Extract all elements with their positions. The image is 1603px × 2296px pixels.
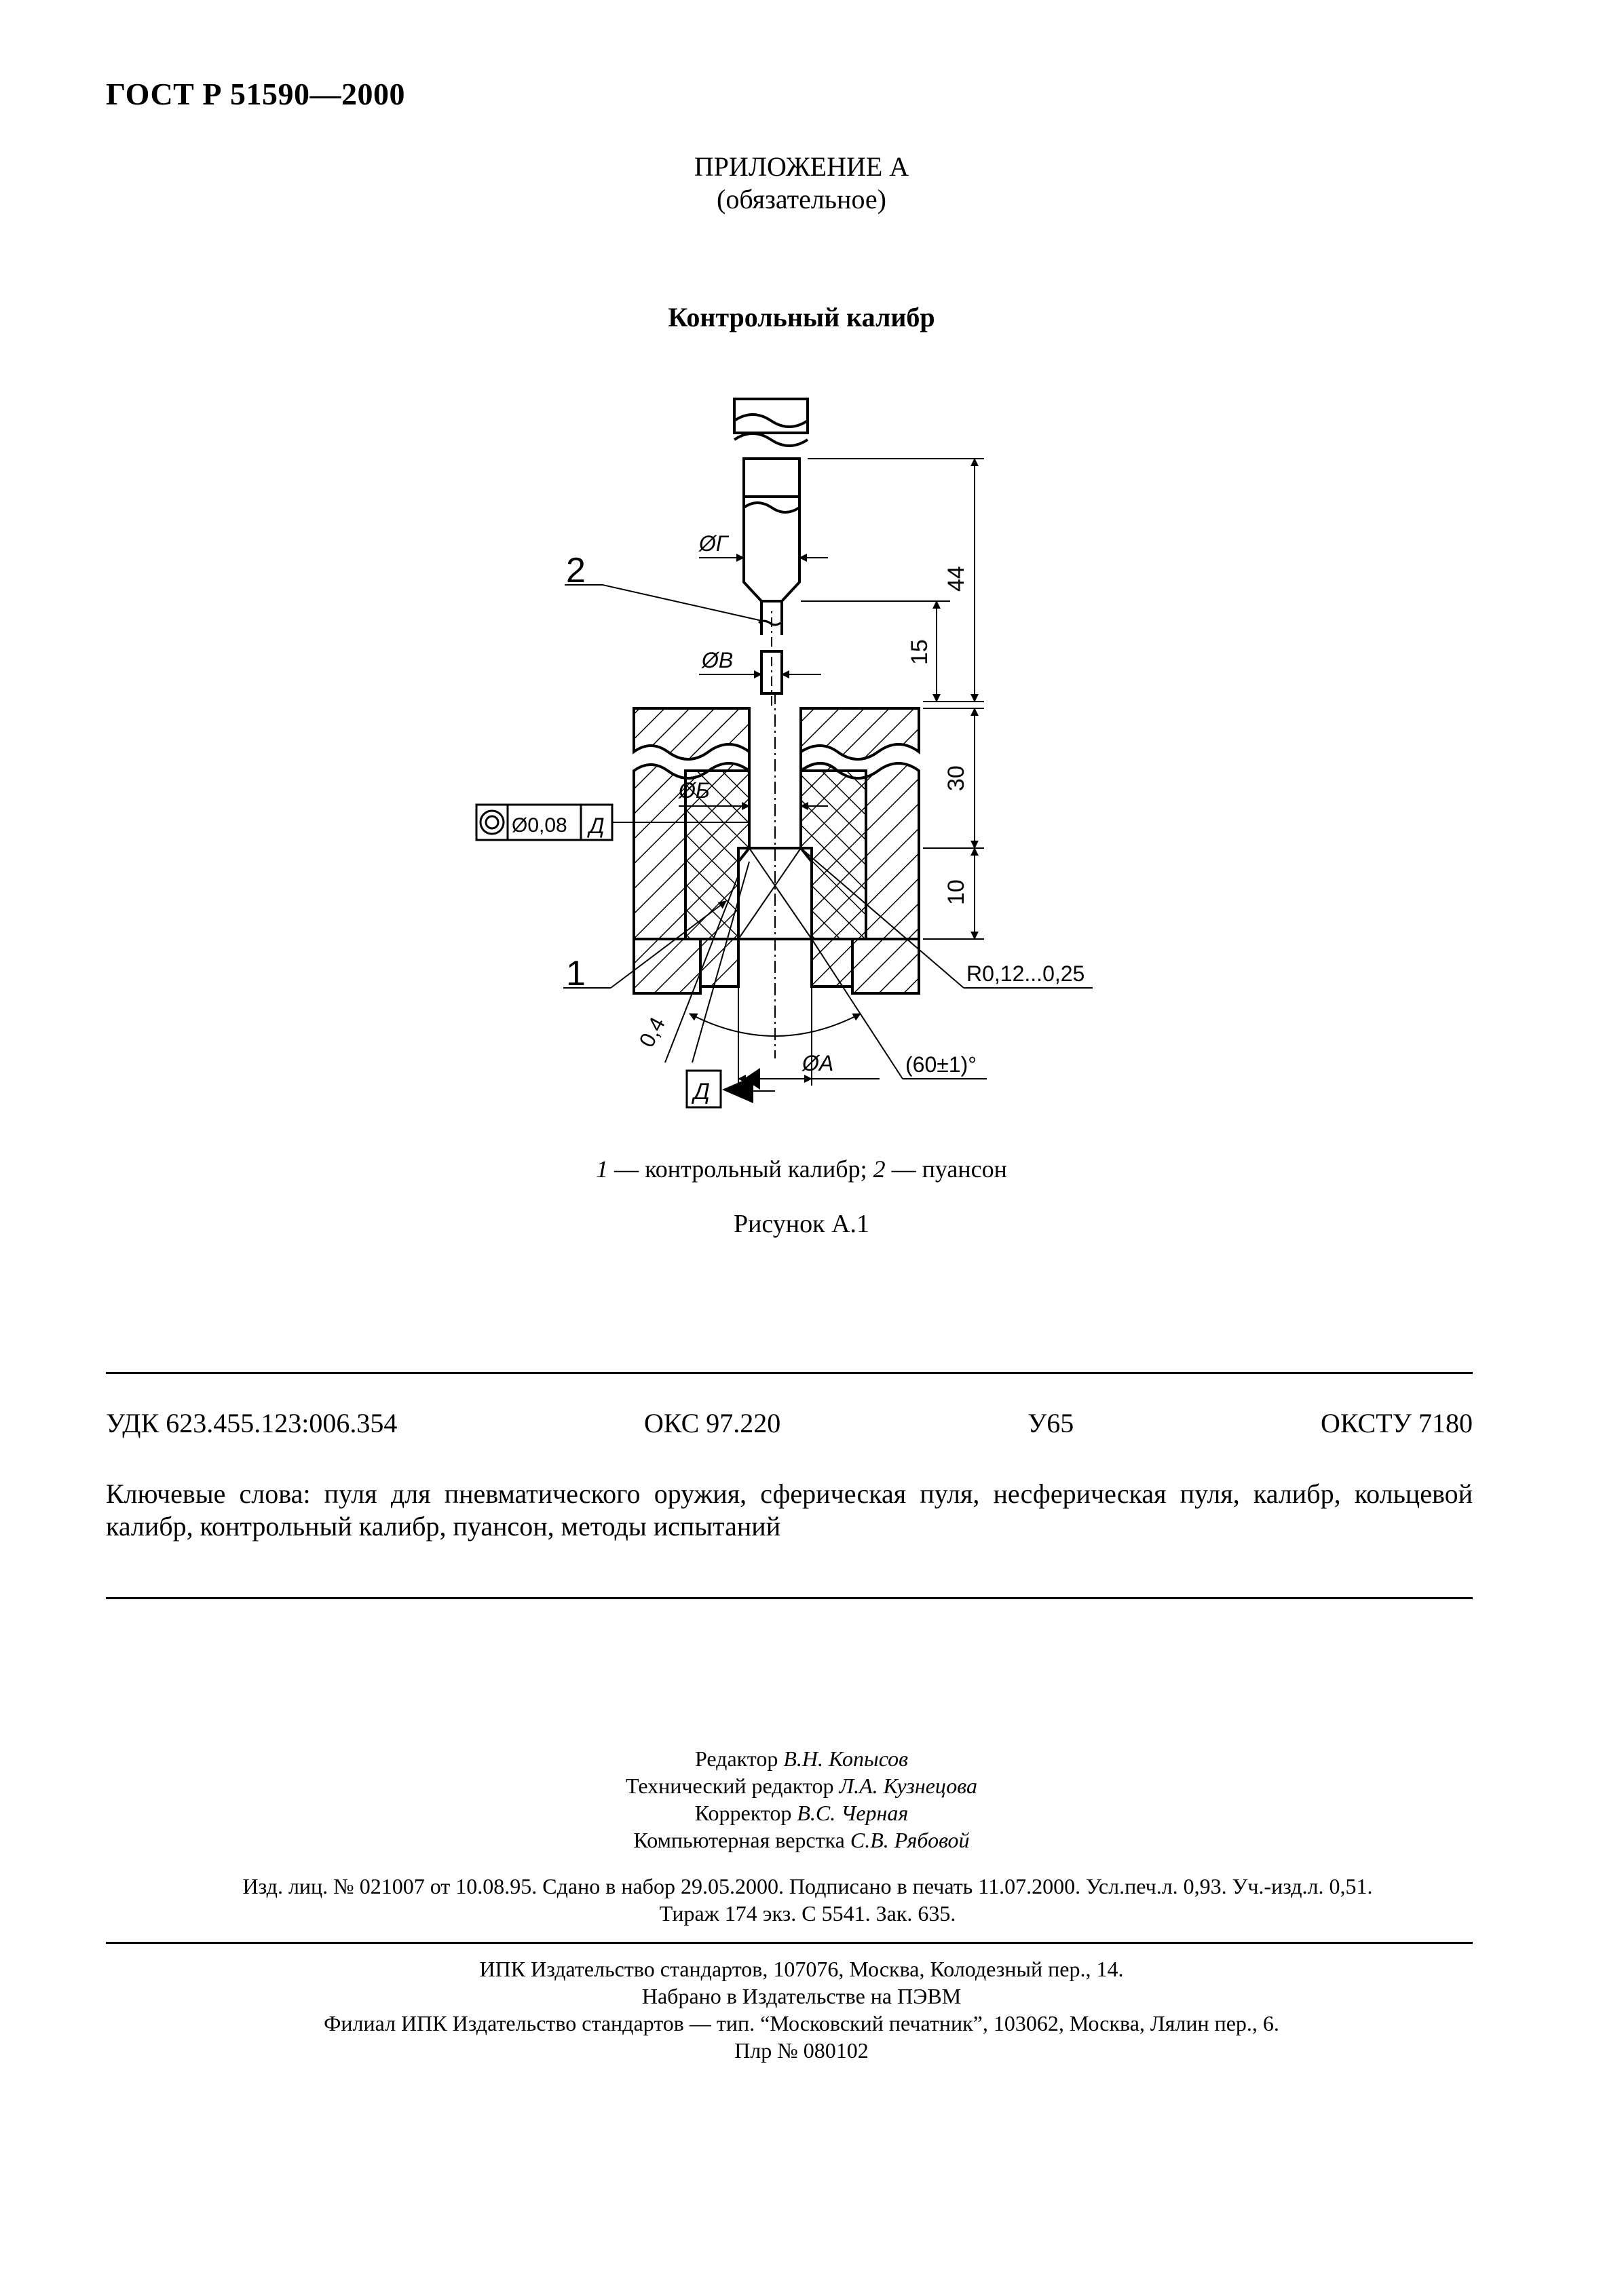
- datum-label: Д: [694, 1079, 710, 1105]
- dim-diameter-b: ØБ: [679, 778, 710, 803]
- keywords: Ключевые слова: пуля для пневматического оружия, сферическая пуля, несферическая пуля, калибр, кольцевой калибр, контрольный калибр, пуансон, методы испытаний: [106, 1478, 1473, 1542]
- u-code: У65: [1027, 1408, 1074, 1438]
- tech-editor-role: Технический редактор: [626, 1774, 834, 1798]
- dim-angle: (60±1)°: [905, 1052, 977, 1077]
- tech-editor-name: Л.А. Кузнецова: [839, 1774, 977, 1798]
- dim-length-15: 15: [907, 639, 932, 665]
- printer-info: [0, 1955, 1603, 2064]
- divider-top: [106, 1372, 1473, 1374]
- figure-title: Контрольный калибр: [668, 302, 935, 332]
- legend-number-2: 2: [873, 1155, 886, 1183]
- dim-diameter-v: ØВ: [702, 648, 734, 672]
- annex-title: ПРИЛОЖЕНИЕ А: [694, 151, 909, 182]
- printer-line-1: ИПК Издательство стандартов, 107076, Москва, Колодезный пер., 14.: [479, 1957, 1124, 1981]
- credits: [0, 1745, 1603, 1854]
- editor-role: Редактор: [695, 1746, 778, 1771]
- proofreader-name: В.С. Черная: [797, 1801, 909, 1825]
- publication-line-2: Тираж 174 экз. С 5541. Зак. 635.: [659, 1901, 956, 1926]
- tolerance-datum: Д: [589, 814, 605, 838]
- callout-1: 1: [566, 954, 586, 993]
- proofreader-role: Корректор: [694, 1801, 792, 1825]
- dim-radius: R0,12...0,25: [966, 961, 1085, 986]
- oks-code: ОКС 97.220: [644, 1408, 781, 1438]
- legend-number-1: 1: [596, 1155, 609, 1183]
- annex-status: (обязательное): [717, 184, 886, 214]
- figure-legend: [0, 1155, 1603, 1183]
- tolerance-value: Ø0,08: [512, 814, 567, 837]
- printer-line-2: Набрано в Издательстве на ПЭВМ: [641, 1984, 962, 2008]
- printer-line-3: Филиал ИПК Издательство стандартов — тип. “Московский печатник”, 103062, Москва, Лялин пер., 6.: [324, 2011, 1279, 2035]
- legend-text-2: — пуансон: [885, 1155, 1007, 1183]
- publication-info: [109, 1873, 1507, 1927]
- classification-codes: [106, 1407, 1473, 1439]
- divider-bottom: [106, 1942, 1473, 1944]
- udk-code: УДК 623.455.123:006.354: [106, 1408, 398, 1438]
- document-number: ГОСТ Р 51590—2000: [106, 77, 405, 111]
- publication-line-1: Изд. лиц. № 021007 от 10.08.95. Сдано в набор 29.05.2000. Подписано в печать 11.07.2000. Усл.печ.л. 0,93. Уч.-изд.л. 0,51.: [242, 1874, 1373, 1898]
- callout-2: 2: [566, 551, 586, 590]
- figure-label: Рисунок А.1: [733, 1210, 870, 1238]
- printer-line-4: Плр № 080102: [734, 2038, 869, 2063]
- okstu-code: ОКСТУ 7180: [1320, 1408, 1473, 1438]
- editor-name: В.Н. Копысов: [783, 1746, 908, 1771]
- dim-length-44: 44: [943, 566, 969, 592]
- punch: [734, 399, 808, 706]
- legend-text-1: — контрольный калибр;: [608, 1155, 873, 1183]
- divider-middle: [106, 1597, 1473, 1599]
- layout-name: С.В. Рябовой: [850, 1828, 970, 1852]
- dim-chamfer: 0,4: [634, 1013, 671, 1052]
- dim-length-10: 10: [943, 879, 969, 905]
- layout-role: Компьютерная верстка: [633, 1828, 845, 1852]
- dim-length-30: 30: [943, 765, 969, 791]
- dim-diameter-g: ØГ: [699, 531, 728, 556]
- control-gauge-body: [634, 692, 919, 1058]
- dim-diameter-a: ØА: [802, 1051, 834, 1075]
